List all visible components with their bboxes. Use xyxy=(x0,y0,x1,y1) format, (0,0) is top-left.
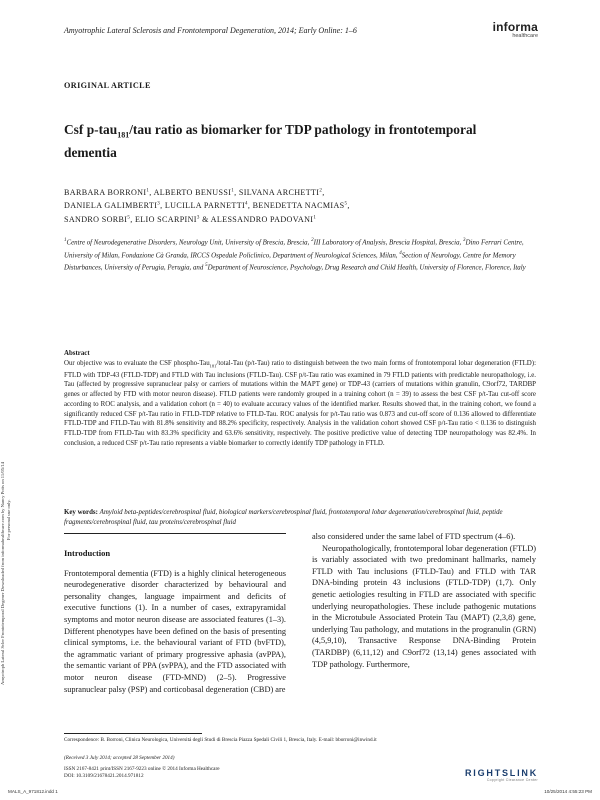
affiliations: $^1$Centre of Neurodegenerative Disorders, Neurology Unit, University of Brescia, Brescia, $^2$III Laboratory of Analysis, Brescia Hospital, Brescia, $^3$Dino Ferrari Centre, University of Milan, Fondazione Cà Granda, IRCCS Ospedale Policlinico, Department of Neurological Sciences, Milan, $^4$Section of Neurology, Centre for Memory Disturbances, University of Perugia, Perugia, and $^5$Department of Neuroscience, Psychology, Drug Research and Child Health, University of Florence, Florence, Italy xyxy=(64,238,526,272)
intro-heading: Introduction xyxy=(64,548,111,558)
author: BARBARA BORRONI$^1$, xyxy=(64,187,154,197)
abstract xyxy=(64,349,536,448)
sidebar-line-2: For personal use only. xyxy=(6,499,11,540)
footnote-divider xyxy=(64,733,202,734)
sidebar-line-1: Amyotroph Lateral Scler Frontotemporal Degener Downloaded from informahealthcare.com by Nancy Potts on 11/05/14 xyxy=(0,462,5,685)
keywords-label: Key words: xyxy=(64,509,98,516)
issn-doi xyxy=(64,766,220,780)
paragraph: also considered under the same label of FTD spectrum (4–6). xyxy=(312,532,516,541)
journal-citation: Amyotrophic Lateral Sclerosis and Frontotemporal Degeneration, 2014; Early Online: 1–6 xyxy=(64,26,357,35)
author: ELIO SCARPINI$^3$ & xyxy=(134,215,211,225)
received-dates: (Received 3 July 2014; accepted 28 September 2014) xyxy=(64,755,175,761)
author: SANDRO SORBI$^5$, xyxy=(64,215,135,225)
article-type: ORIGINAL ARTICLE xyxy=(64,81,151,90)
title-part-2: /tau ratio as biomarker for TDP pathology in frontotemporal dementia xyxy=(64,122,477,160)
keywords xyxy=(64,508,536,527)
correspondence: Correspondence: B. Borroni, Clinica Neurologica, Universitá degli Studi di Brescia Piazza Spedali Civili 1, Brescia, Italy. E-mail: bborroni@inwind.it xyxy=(64,737,377,743)
abstract-text: Our objective was to evaluate the CSF phospho-Tau$_{181}$/total-Tau (p/t-Tau) ratio to distinguish between the two main forms of frontotemporal lobar degeneration (FTLD): FTLD with TDP-43 (FTLD-TDP) and FTLD with Tau inclusions (FTLD-Tau). CSF p/t-Tau ratio was examined in 79 FTLD patients with predictable neuropathology, i.e. Tau (affected by progressive supranuclear palsy or carriers of mutations within the MAPT gene) or TDP-43 (carriers of mutations within granulin, C9orf72, TARDBP genes or affected by FTD with motor neuron disease). FTLD patients were randomly grouped in a training cohort (n = 39) to assess the best CSF p/t-Tau cut-off score according to ROC analysis, and a validation cohort (n = 40) to evaluate accuracy values of the identified marker. Results showed that, in the training cohort, we found a significantly reduced CSF p/t-Tau ratio in FTLD-TDP relative to FTLD-Tau. ROC analysis for p/t-Tau ratio was 0.873 and cut-off score of 0.136 allowed to differentiate FTLD-TDP and FTLD-Tau with 81.8% sensitivity and 88.2% specificity, respectively. Analysis in the validation cohort showed CSF p/t-Tau ratio < 0.136 to distinguish FTLD-TDP from FTLD-Tau with 83.3% specificity and 63.6% sensitivity, respectively. The positive predictive value of detecting TDP neuropathology was 82.4%. In conclusion, a reduced CSF p/t-Tau ratio represents a viable biomarker to correctly identify TDP pathology in FTLD. xyxy=(64,359,536,447)
author: LUCILLA PARNETTI$^4$, xyxy=(164,201,253,211)
paragraph: Frontotemporal dementia (FTD) is a highly clinical heterogeneous neurodegenerative disorder characterized by behavioural and personality changes, language impairment and deficits of executive functions (1). In a number of cases, extrapyramidal symptoms and motor neuron disease are associated features (1–3). Different phenotypes have been defined on the basis of presenting clinical symptoms, i.e. the behavioural variant of FTD (bvFTD), the agrammatic variant of primary progressive aphasia (avPPA), the semantic variant of PPA (svPPA), and the FTD associated with motor neuron disease (FTD-MND) (2–5). Progressive supranuclear palsy (PSP) and corticobasal degeneration (CBD) are xyxy=(64,568,286,694)
section-divider xyxy=(64,533,286,534)
file-info: MALS_A_971812.indd 1 xyxy=(8,789,58,794)
abstract-heading: Abstract xyxy=(64,350,90,357)
author: DANIELA GALIMBERTI$^3$, xyxy=(64,201,165,211)
intro-right-column xyxy=(312,531,536,670)
intro-left-column xyxy=(64,548,286,695)
logo-brand: informa xyxy=(492,20,538,34)
publisher-logo xyxy=(493,22,538,39)
paragraph: Neuropathologically, frontotemporal lobar degeneration (FTLD) is variably associated with two predominant hallmarks, namely FTLD with Tau inclusions (FTLD-Tau) and FTLD with TAR DNA-binding protein 43 inclusions (FTLD-TDP) (1,7). Only genetic aetiologies resulting in FTLD are associated with specific underlying neuropathologies. These include pathogenic mutations in the Microtubule Associated Protein Tau (MAPT) (2,3,8) gene, underlying Tau pathology, and mutations in the progranulin (GRN) (4,5,9,10), Transactive Response DNA-Binding Protein (TARDBP) (6,11,12) and C9orf72 (13,14) genes associated with TDP pathology. Furthermore, xyxy=(312,543,536,669)
doi: DOI: 10.3109/21678421.2014.971812 xyxy=(64,773,144,780)
article-title xyxy=(64,121,494,161)
author: ALESSANDRO PADOVANI$^1$ xyxy=(210,215,317,225)
author-list xyxy=(64,185,524,226)
rightslink-text: RIGHTSLINK xyxy=(465,768,538,778)
sidebar-download-note xyxy=(0,160,11,685)
title-part-1: Csf p-tau xyxy=(64,122,118,137)
rightslink-logo xyxy=(465,768,538,782)
keywords-text: Amyloid beta-peptides/cerebrospinal fluid, biological markers/cerebrospinal fluid, frontotemporal lobar degeneration/cerebrospinal fluid, peptide fragments/cerebrospinal fluid, tau proteins/cerebrospinal fluid xyxy=(64,509,503,526)
rightslink-sub: Copyright Clearance Center xyxy=(486,778,538,782)
print-timestamp: 10/25/2014 4:55:23 PM xyxy=(544,789,592,794)
issn: ISSN 2167-8421 print/ISSN 2167-9223 online © 2014 Informa Healthcare xyxy=(64,766,220,772)
logo-sub: healthcare xyxy=(512,33,538,39)
author: SILVANA ARCHETTI$^2$, xyxy=(238,187,325,197)
author: BENEDETTA NACMIAS$^5$, xyxy=(252,201,350,211)
title-subscript: 181 xyxy=(117,130,130,140)
author: ALBERTO BENUSSI$^1$, xyxy=(153,187,239,197)
